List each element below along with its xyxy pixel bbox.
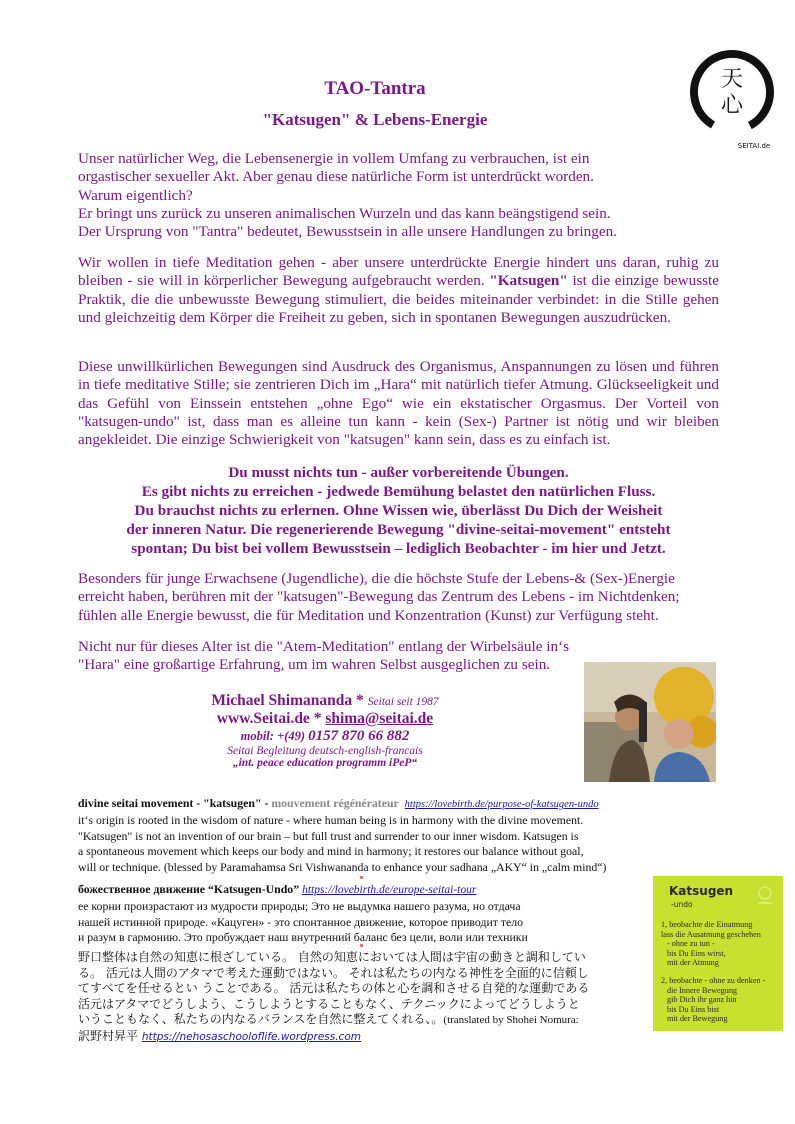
japanese-line: いうこともなく、私たちの内なるバランスを自然に整えてくれる、。: [78, 1012, 444, 1027]
translation-note: (translated by Shohei Nomura:: [443, 1014, 579, 1027]
japanese-line: 活元はアタマでどうしよう、こうしようとすることもなく、テクニックによってどうしようと: [78, 996, 580, 1011]
russian-section: [78, 882, 618, 946]
intro-line: Warum eigentlich?: [78, 186, 193, 204]
card-line: lass die Ausatmung geschehen: [661, 929, 761, 939]
english-line: it‘s origin is rooted in the wisdom of nature - where human being is in harmony with the divine movement.: [78, 812, 584, 827]
card-line: bis Du Eins bist: [667, 1004, 720, 1014]
pep-note: „int. peace education programm iPeP“: [232, 757, 418, 769]
logo-glyph-top: 天: [720, 67, 744, 92]
separator-dot: [360, 944, 363, 947]
russian-line: и разум в гармонию. Это пробуждает наш внутренний баланс без цели, воли или техники: [78, 930, 528, 945]
logo-caption: SEITAI.de: [737, 142, 771, 150]
breath-paragraph: [78, 638, 588, 675]
english-link[interactable]: https://lovebirth.de/purpose-of-katsugen-undo: [404, 799, 599, 810]
meditation-text: Wir wollen in tiefe Meditation gehen - aber unsere unterdrückte Energie hindert uns daran, ruhig zu bleiben - sie will in körperlicher Bewegung aufgebraucht werden.: [78, 254, 719, 290]
separator-dot: [360, 876, 363, 879]
logo-glyph-bottom: 心: [720, 93, 744, 118]
english-heading: divine seitai movement - "katsugen" -: [78, 796, 272, 810]
russian-link[interactable]: https://lovebirth.de/europe-seitai-tour: [302, 884, 477, 896]
russian-line: ее корни произрастают из мудрости природы; Это не выдумка нашего разума, но отдача: [78, 898, 521, 913]
katsugen-term: "Katsugen": [489, 272, 568, 290]
russian-line: нашей истинной природе. «Кацуген» - это спонтанное движение, которое приводит тело: [78, 914, 524, 929]
card-line: gib Dich ihr ganz hin: [667, 995, 737, 1005]
intro-line: Unser natürlicher Weg, die Lebensenergie in vollem Umfang zu verbrauchen, ist ein: [78, 150, 590, 167]
mobile-number: 0157 870 66 882: [308, 728, 410, 744]
japanese-line: 野口整体は自然の知恵に根ざしている。 自然の知恵においては人間は宇宙の動きと調和してい: [78, 950, 586, 964]
intro-line: Der Ursprung von "Tantra" bedeutet, Bewusstsein in alle unsere Handlungen zu bringen.: [78, 223, 617, 241]
intro-paragraph: [78, 150, 719, 241]
email-link[interactable]: shima@seitai.de: [325, 710, 434, 727]
emphasis-block: [78, 463, 719, 558]
card-line: 1, beobachte die Einatmung: [661, 920, 753, 929]
emphasis-line: der inneren Natur. Die regenerierende Bewegung "divine-seitai-movement" entsteht: [126, 521, 671, 538]
russian-heading: божественное движение “Katsugen-Undo”: [78, 882, 303, 896]
english-line: will or technique. (blessed by Paramahamsa Sri Vishwananda to enhance your sadhana „AKY“ in „calm mind“): [78, 860, 607, 875]
contact-block: [170, 692, 480, 769]
page-title: TAO-Tantra: [324, 78, 426, 99]
japanese-section: [78, 950, 648, 1046]
emphasis-line: Es gibt nichts zu erreichen - jedwede Bemühung belastet den natürlichen Fluss.: [141, 483, 656, 500]
katsugen-card: [653, 876, 783, 1031]
author-name: Michael Shimananda *: [211, 692, 364, 709]
english-section: [78, 796, 658, 876]
youth-line: erreicht haben, berühren mit der "katsugen"-Bewegung das Zentrum des Lebens - im Nichtdenken;: [78, 588, 680, 606]
translator-link[interactable]: https://nehosaschooloflife.wordpress.com: [141, 1030, 361, 1043]
japanese-line: る。 活元は人間のアタマで考えた運動ではない。 それは私たちの内なる神性を全面的に信頼し: [78, 965, 589, 980]
card-subtitle: -undo: [671, 900, 693, 909]
movement-paragraph: Diese unwillkürlichen Bewegungen sind Ausdruck des Organismus, Anspannungen zu lösen und führen in tiefe meditative Stille; sie zentrieren Dich im „Hara“ mit natürlich tiefer Atmung. Glückseeligkeit und das Gefühl von Einssein entstehen „ohne Ego“ wie ein ekstatischer Orgasmus. Der Vorteil von "katsugen-undo" ist, dass man es alleine tun kann - kein (Sex-) Partner ist nötig und wir bleiben angekleidet. Die einzige Schwierigkeit von "katsugen" kann sein, dass es zu einfach ist.: [78, 358, 719, 449]
portrait-photo: [584, 662, 716, 782]
card-line: die Innere Bewegung: [667, 985, 738, 995]
card-line: 2, beobachte - ohne zu denken -: [661, 976, 766, 985]
contact-separator: *: [309, 710, 326, 727]
breath-line: Nicht nur für dieses Alter ist die "Atem-Meditation" entlang der Wirbelsäule in‘s: [78, 638, 570, 655]
intro-line: orgastischer sexueller Akt. Aber genau diese natürliche Form ist unterdrückt worden.: [78, 168, 594, 186]
meditation-text-cont: ist die einzige bewusste Praktik, die die unbewusste Bewegung stimuliert, die beides miteinander verbindet: in die Stille gehen und gleichzeitig dem Körper die Freiheit zu geben, sich in spontanen Bewegungen auszudrücken.: [78, 272, 719, 326]
translator-name: 訳野村昇平: [78, 1028, 142, 1043]
card-line: mit der Atmung: [667, 958, 719, 968]
mobile-label: mobil: +(49): [240, 729, 309, 743]
japanese-line: てすべてを任せるとい うことである。 活元は私たちの体と心を調和させる自発的な運動である: [78, 981, 590, 996]
page-subtitle: "Katsugen" & Lebens-Energie: [262, 110, 488, 129]
english-line: a spontaneous movement which keeps our body and mind in harmony; it restores our balance without goal,: [78, 844, 584, 859]
card-line: bis Du Eins wirst,: [667, 948, 726, 958]
card-title: Katsugen: [669, 884, 734, 898]
card-line: - ohne zu tun -: [667, 939, 715, 949]
emphasis-line: Du brauchst nichts zu erlernen. Ohne Wissen wie, überlässt Du Dich der Weisheit: [134, 502, 663, 519]
languages-note: Seitai Begleitung deutsch-english-francais: [227, 745, 423, 757]
card-line: mit der Bewegung: [667, 1014, 728, 1024]
intro-line: Er bringt uns zurück zu unseren animalischen Wurzeln und das kann beängstigend sein.: [78, 204, 611, 222]
card-logo-icon: [752, 882, 778, 908]
author-since: Seitai seit 1987: [367, 696, 439, 708]
meditation-paragraph: [78, 254, 719, 327]
youth-line: fühlen alle Energie bewusst, die für Meditation und Konzentration (Kunst) zur Verfügung steht.: [78, 606, 659, 624]
emphasis-line: spontan; Du bist bei vollem Bewusstsein – lediglich Beobachter - im hier und Jetzt.: [131, 540, 666, 557]
emphasis-line: Du musst nichts tun - außer vorbereitende Übungen.: [228, 464, 569, 481]
youth-paragraph: [78, 570, 719, 625]
french-heading: mouvement régénérateur: [271, 796, 399, 810]
seitai-logo: [684, 44, 780, 152]
english-line: "Katsugen" is not an invention of our brain – but full trust and surrender to our inner wisdom. Katsugen is: [78, 828, 579, 843]
breath-line: "Hara" eine großartige Erfahrung, um im wahren Selbst ausgeglichen zu sein.: [78, 656, 551, 674]
website-link[interactable]: www.Seitai.de: [216, 710, 310, 727]
youth-line: Besonders für junge Erwachsene (Jugendliche), die die höchste Stufe der Lebens-& (Sex-)Energie: [78, 570, 675, 587]
